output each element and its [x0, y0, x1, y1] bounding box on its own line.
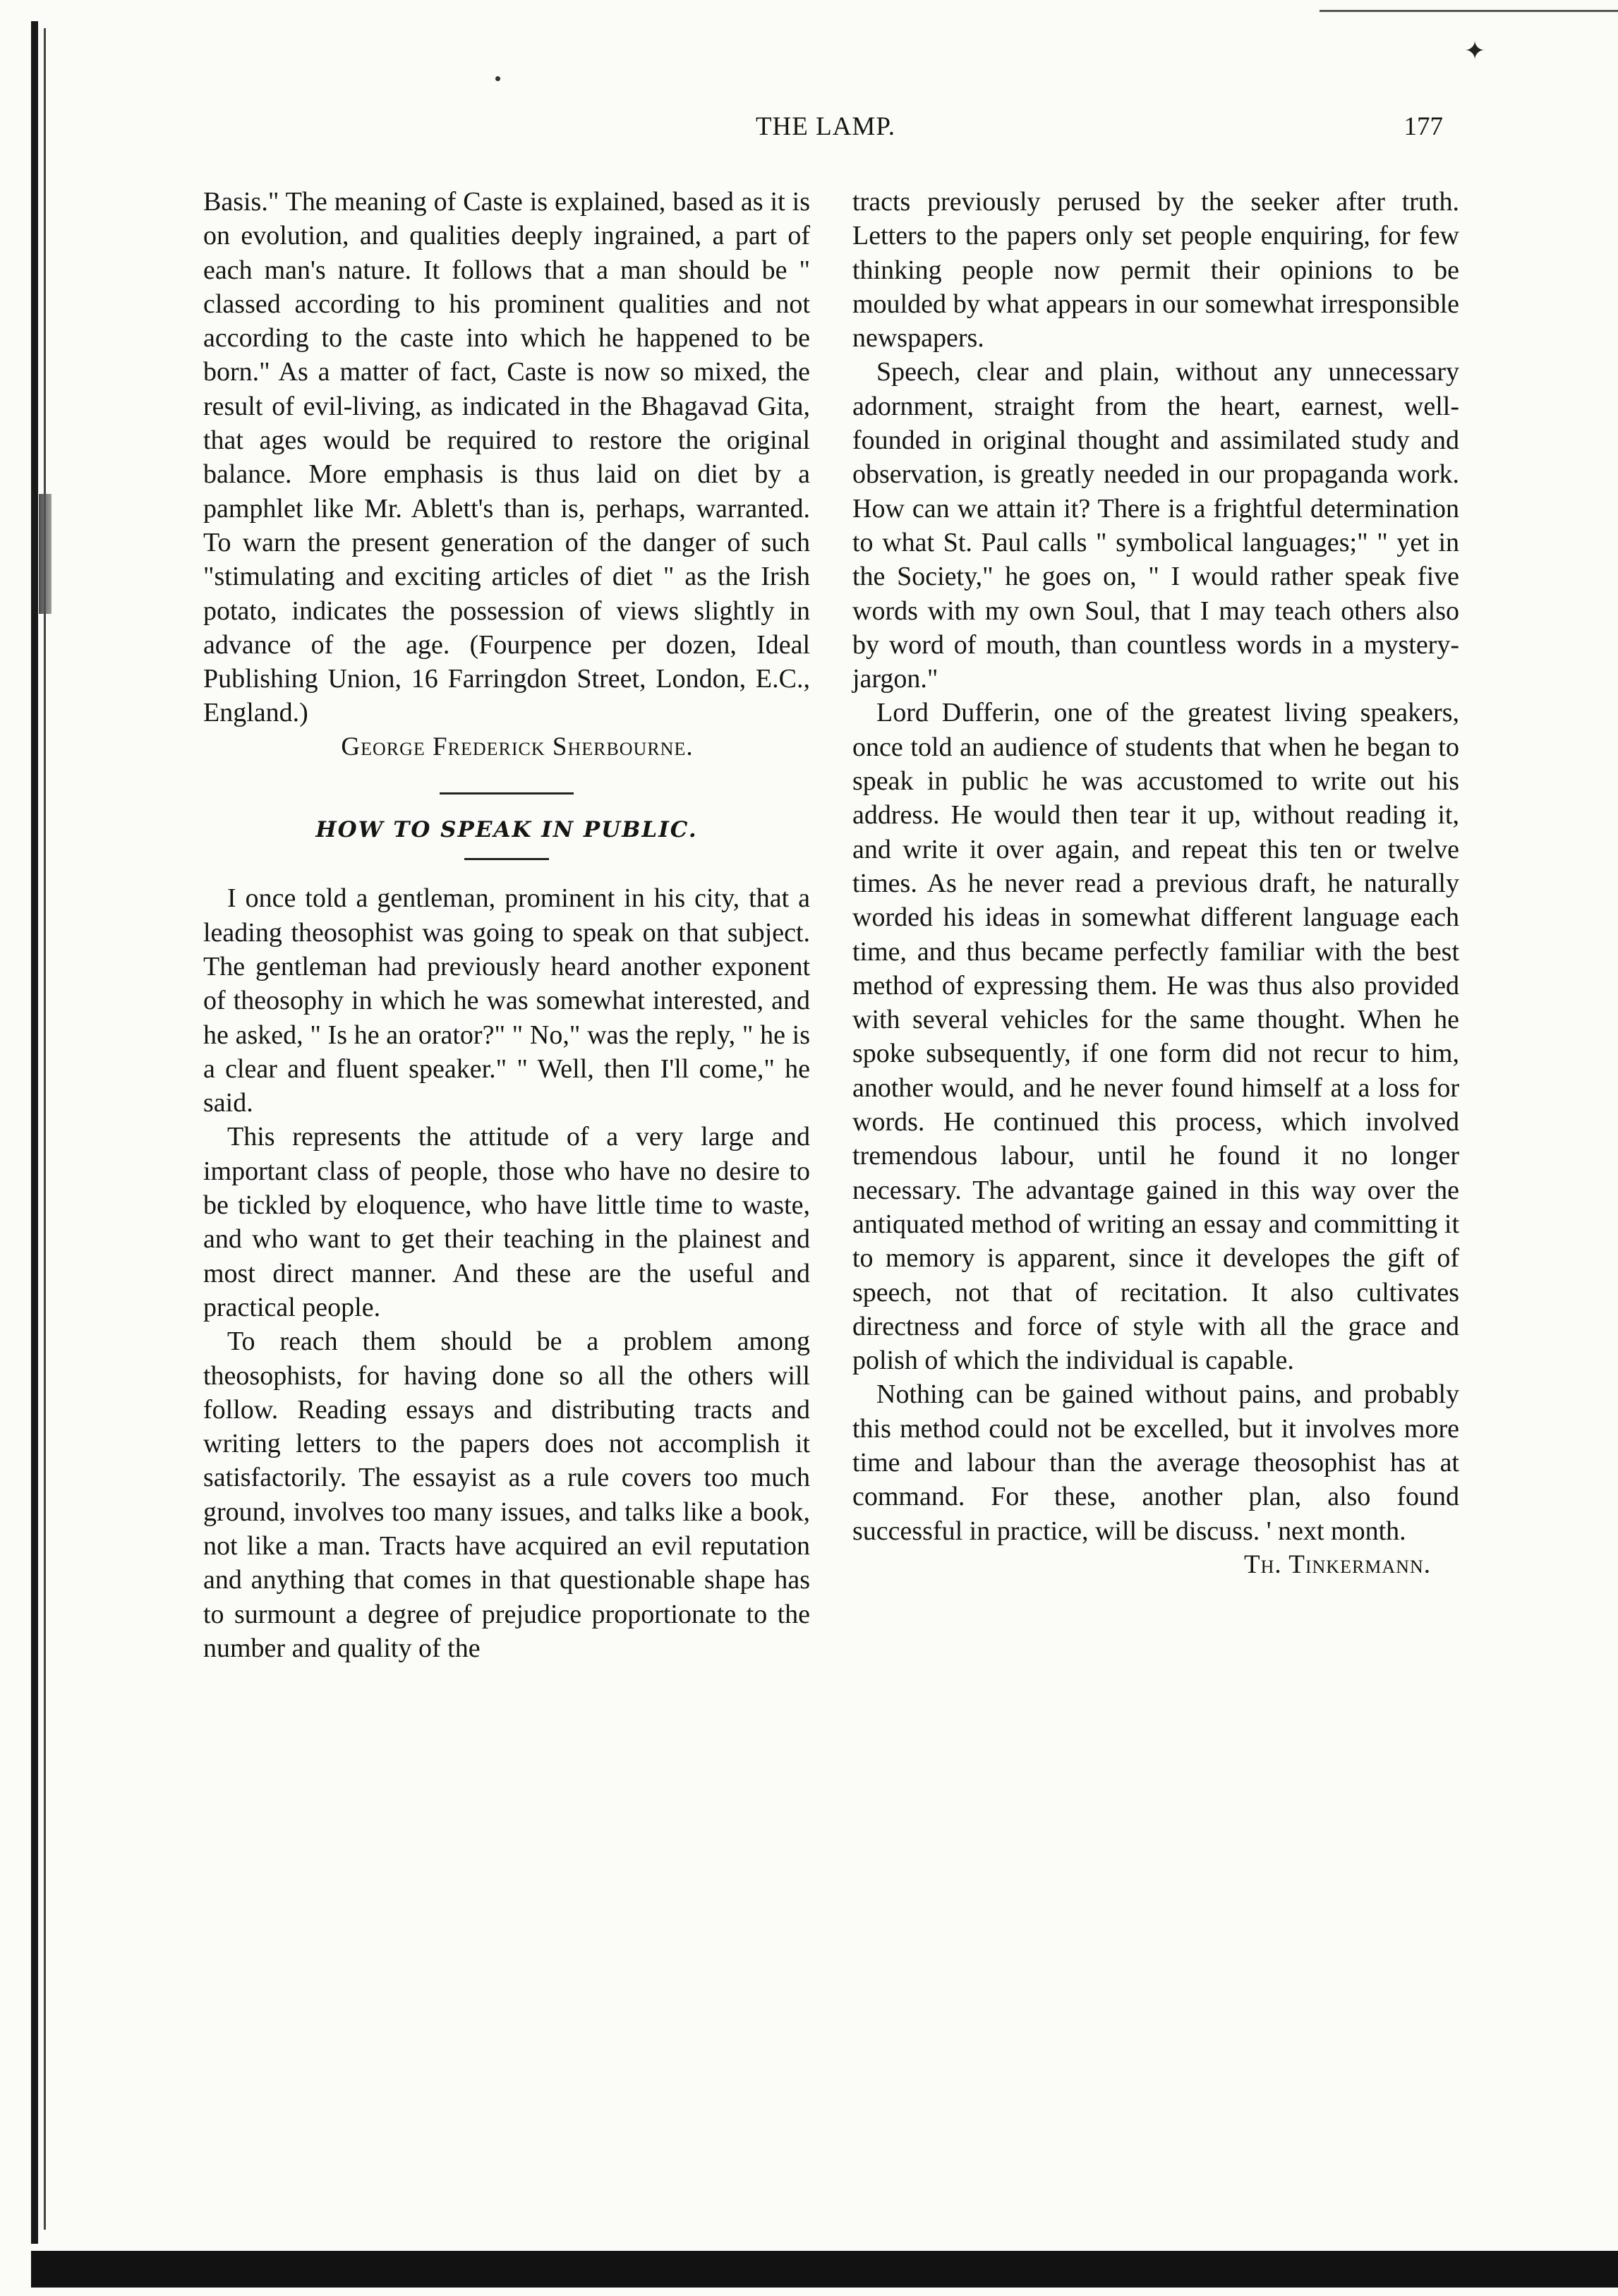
section-separator-rule: [440, 792, 574, 794]
scan-smudge: [39, 494, 52, 614]
scan-top-rule: [1320, 10, 1618, 12]
article-paragraph: Speech, clear and plain, without any unnecessary adornment, straight from the heart, earnest, well-founded in original thought and assimilated study and observation, is greatly needed in our propaganda work. How can we attain it? There is a frightful determination to what St. Paul calls " symbolical languages;" " yet in the Society," he goes on, " I would rather speak five words with my own Soul, that I may teach others also by word of mouth, than countless words in a mystery-jargon.": [852, 357, 1459, 694]
article-paragraph: To reach them should be a problem among theosophists, for having done so all the others will follow. Reading essays and distributing tracts and writing letters to the papers does not accomplish it satisfactorily. The essayist as a rule covers too much ground, involves too many issues, and talks like a book, not like a man. Tracts have acquired an evil reputation and anything that comes in that questionable shape has to surmount a degree of prejudice proportionate to the number and quality of the: [203, 1327, 810, 1663]
scan-left-edge-line: [44, 28, 46, 2230]
article-paragraph: This represents the attitude of a very large and important class of people, those who have no desire to be tickled by eloquence, who have little time to waste, and who want to get their teaching in the plainest and most direct manner. And these are the useful and practical people.: [203, 1122, 810, 1322]
article-paragraph: I once told a gentleman, prominent in his city, that a leading theosophist was going to speak on that subject. The gentleman had previously heard another exponent of theosophy in which he was somewhat interested, and he asked, " Is he an orator?" " No," was the reply, " he is a clear and fluent speaker." " Well, then I'll come," he said.: [203, 883, 810, 1118]
scan-bottom-bar: [31, 2251, 1618, 2288]
title-underline-rule: [464, 858, 549, 860]
page-number: 177: [1403, 112, 1443, 141]
article-paragraph: Lord Dufferin, one of the greatest living speakers, once told an audience of students that when he began to speak in public he was accustomed to write out his address. He would then tear it up, without reading it, and write it over again, and repeat this ten or twelve times. As he never read a previous draft, he naturally worded his ideas in somewhat different language each time, and thus became perfectly familiar with the best method of expressing them. He was thus also provided with several vehicles for the same thought. When he spoke subsequently, if one form did not recur to him, another would, and he never found himself at a loss for words. He continued this process, which involved tremendous labour, until he found it no longer necessary. The advantage gained in this way over the antiquated method of writing an essay and committing it to memory is apparent, since it developes the gift of speech, not that of recitation. It also cultivates directness and force of style with all the grace and polish of which the individual is capable.: [852, 698, 1459, 1376]
review-continuation-paragraph: Basis." The meaning of Caste is explained, based as it is on evolution, and qualities deeply ingrained, a part of each man's nature. It follows that a man should be " classed according to his prominent qualities and not according to the caste into which he happened to be born." As a matter of fact, Caste is now so mixed, the result of evil-living, as indicated in the Bhagavad Gita, that ages would be required to restore the original balance. More emphasis is thus laid on diet by a pamphlet like Mr. Ablett's than is, perhaps, warranted. To warn the present generation of the danger of such "stimulating and exciting articles of diet " as the Irish potato, indicates the possession of views slightly in advance of the age. (Fourpence per dozen, Ideal Publishing Union, 16 Farringdon Street, London, E.C., England.): [203, 187, 810, 728]
review-signature: George Frederick Sherbourne.: [341, 732, 694, 761]
scan-mark-icon: ✦: [1464, 37, 1486, 66]
article-paragraph: Nothing can be gained without pains, and probably this method could not be excelled, but it involves more time and labour than the average theosophist has at command. For these, another plan, also found successful in practice, will be discuss. ' next month.: [852, 1379, 1459, 1546]
article-title: HOW TO SPEAK IN PUBLIC.: [315, 817, 698, 843]
scan-dot: [495, 76, 500, 81]
right-column: [852, 185, 1459, 1582]
running-head-title: THE LAMP.: [755, 112, 896, 141]
article-continuation-paragraph: tracts previously perused by the seeker after truth. Letters to the papers only set people enquiring, for few thinking people now permit their opinions to be moulded by what appears in our somewhat irresponsible newspapers.: [852, 187, 1459, 354]
left-column: [203, 185, 810, 1665]
article-signature: Th. Tinkermann.: [1244, 1549, 1431, 1579]
scan-left-edge: [31, 21, 38, 2244]
